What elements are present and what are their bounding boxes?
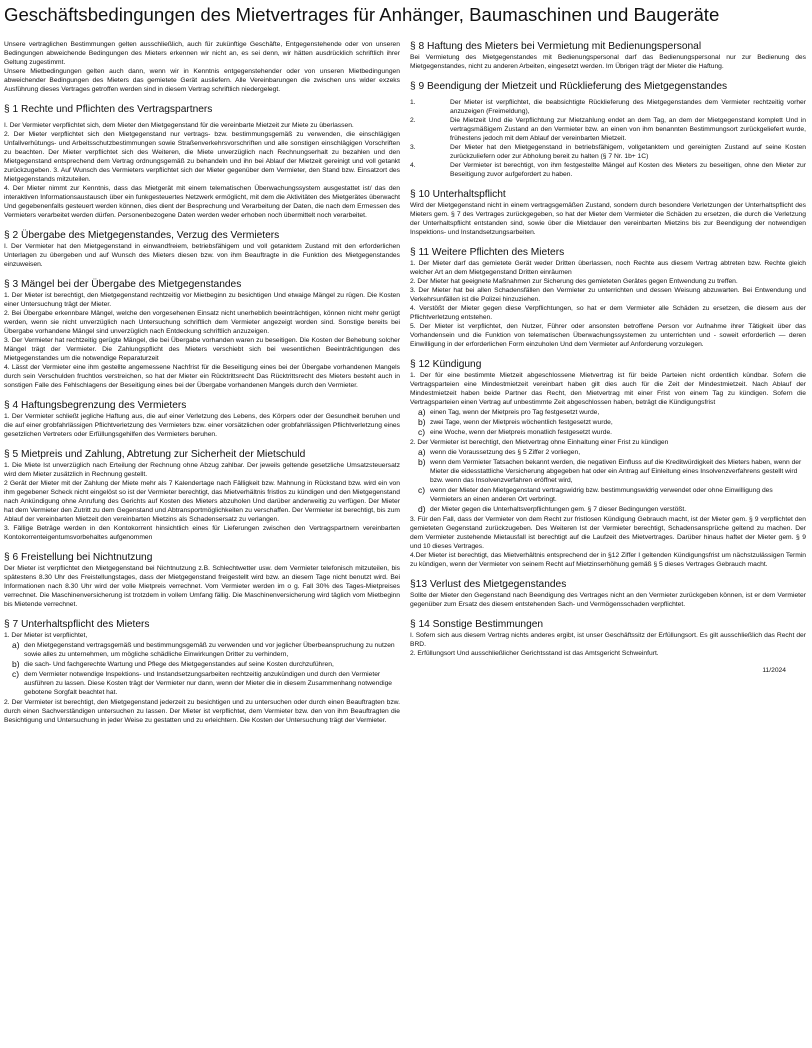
section-8-paragraph: Bei Vermietung des Mietgegenstandes mit Bedienungspersonal darf das Bedienungspersonal nur zur Bedienung des Mietgegenstandes, nicht zu anderen Arbeiten, eingesetzt werden. Im Übrigen trägt der Mieter die Haftung. bbox=[410, 54, 806, 70]
section-heading-9: § 9 Beendigung der Mietzeit und Rücklieferung des Mietgegenstandes bbox=[410, 81, 728, 92]
section-6-paragraph: Der Mieter ist verpflichtet den Mietgegenstand bei Nichtnutzung z.B. Schlechtwetter usw. dem Vermieter telefonisch mitzuteilen, bis spätestens 8.30 Uhr des Freistellungstages, dass der Mietgegenstand freigestellt wird bzw. an diesem Tage nicht benutzt wird. Bei Informationen nach 8.30 Uhr wird der volle Mietpreis verrechnet. Vom Vermieter werden im o g. Fall 30% des Tages-Mietpreises verrechnet. Die Maschinenversicherung ist trotzdem in vollem Umfang fällig. Die Maschinenversicherung wird täglich vom Mietbeginn bis Mietende verrechnet. bbox=[4, 565, 400, 608]
row-number: 2. bbox=[410, 117, 416, 124]
numbered-row bbox=[410, 98, 806, 116]
list-item bbox=[12, 660, 400, 669]
section-3-paragraph: 1. Der Mieter ist berechtigt, den Mietgegenstand rechtzeitig vor Mietbeginn zu besichtigen Und etwaige Mängel zu rügen. Die Kosten einer Untersuchung trägt der Mieter. bbox=[4, 292, 400, 308]
section-11-paragraph: 2. Der Mieter hat geeignete Maßnahmen zur Sicherung des gemieteten Gerätes gegen Entwendung zu treffen. bbox=[410, 278, 738, 285]
list-marker: b) bbox=[12, 659, 20, 669]
list-marker: b) bbox=[418, 457, 426, 467]
list-item bbox=[418, 448, 806, 457]
section-heading-3: § 3 Mängel bei der Übergabe des Mietgegenstandes bbox=[4, 279, 242, 290]
section-3-paragraph: 3. Der Vermieter hat rechtzeitig gerügte Mängel, die bei Übergabe vorhanden waren zu beseitigen. Die Kosten der Behebung solcher Mängel trägt der Vermieter. Die Zahlungspflicht des Mieters verschiebt sich bei wesentlichen Beeinträchtigungen des Mietgegenstandes um die notwendige Reparaturzeit bbox=[4, 337, 400, 362]
list-text: wenn die Voraussetzung des § 5 Ziffer 2 vorliegen, bbox=[430, 449, 581, 456]
page-title: Geschäftsbedingungen des Mietvertrages für Anhänger, Baumaschinen und Baugeräte bbox=[4, 4, 720, 25]
list-text: die sach- Und fachgerechte Wartung und Pflege des Mietgegenstandes auf seine Kosten durchzuführen, bbox=[24, 661, 334, 668]
intro-paragraph: Unsere Mietbedingungen gelten auch dann, wenn wir in Kenntnis entgegenstehender oder von unseren Mietbedingungen abweichender Bedingungen des Mieters das gemietete Gerät ausliefern. Alle Vereinbarungen die zwischen uns wider exzeks Ausführung dieses Vertrages getroffen werden sind in diesem Vertrag schriftlich niedergelegt. bbox=[4, 68, 400, 93]
section-11-paragraph: 4. Verstößt der Mieter gegen diese Verpflichtungen, so hat er dem Vermieter alle Schäden zu ersetzen, die diesem aus der Pflichtverletzung entstehen. bbox=[410, 305, 806, 321]
section-3-paragraph: 2. Bei Übergabe erkennbare Mängel, welche den vorgesehenen Einsatz nicht unerheblich beeinträchtigen, können nicht mehr gerügt werden, wenn sie nicht unverzüglich nach Untersuchung schriftlich dem Vermieter angezeigt worden sind. Sonstige bereits bei Übergabe vorhandene Mängel sind unverzüglich nach Entdeckung schriftlich anzuzeigen. bbox=[4, 310, 400, 335]
section-heading-4: § 4 Haftungsbegrenzung des Vermieters bbox=[4, 400, 187, 411]
section-heading-1: § 1 Rechte und Pflichten des Vertragspartners bbox=[4, 104, 213, 115]
intro-paragraph: Unsere vertraglichen Bestimmungen gelten ausschließlich, auch für zukünftige Geschäfte, Entgegenstehende oder von unseren Bedingungen abweichende Bedingungen des Mieters erkennen wir nicht an, es sei denn, wir hätten ausdrücklich schriftlich ihrer Geltung zugestimmt. bbox=[4, 41, 400, 66]
section-5-paragraph: 2 Gerät der Mieter mit der Zahlung der Miete mehr als 7 Kalendertage nach Fälligkeit bzw. Mahnung in Rückstand bzw. wird ein von ihm gegebener Scheck nicht eingelöst so ist der Vermieter berechtigt, das Mietverhältnis fristlos zu kündigen und den Mietgegenstand nach Ankündigung ohne Anrufung des Gerichts auf Kosten des Mieters abzuholen Und darüber anderweitig zu verfügen. Der Mieter hat dem Vermieter den Zutritt zu dem Gegenstand und Abtransportmöglichkeiten zu verschaffen. Der Vermieter ist berechtigt, bis zum Ablauf der vereinbarten Mietzeit den vereinbarten Mietzins als Schadensersatz zu verlangen. bbox=[4, 480, 400, 523]
section-heading-12: § 12 Kündigung bbox=[410, 359, 482, 370]
section-3-paragraph: 4. Lässt der Vermieter eine ihm gestellte angemessene Nachfrist für die Beseitigung eines bei der Übergabe vorhandenen Mangels durch sein Verschulden fruchtlos verstreichen, so hat der Mieter ein Rücktrittsrecht Das Rücktrittsrecht des Mieters besteht auch in sonstigen Falle des Fehlschlagens der Beseitigung eines bei der Übergabe vorhandenen Mangels durch den Vermieter. bbox=[4, 364, 400, 389]
list-item bbox=[418, 418, 806, 427]
section-heading-2: § 2 Übergabe des Mietgegenstandes, Verzug des Vermieters bbox=[4, 230, 280, 241]
list-marker: a) bbox=[418, 447, 426, 457]
section-11-paragraph: 1. Der Mieter darf das gemietete Gerät weder Dritten überlassen, noch Rechte aus diesem Vertrag abtreten bzw. Rechte gleich welcher Art an dem Mietgegenstand Dritten einräumen bbox=[410, 260, 806, 276]
list-text: zwei Tage, wenn der Mietpreis wöchentlich festgesetzt wurde, bbox=[430, 419, 613, 426]
section-5-paragraph: 1. Die Miete Ist unverzüglich nach Erteilung der Rechnung ohne Abzug zahlbar. Der jeweils geltende gesetzliche Umsatzsteuersatz wird dem Mieter zusätzlich in Rechnung gestellt. bbox=[4, 462, 400, 478]
row-text: Die Mietzeit Und die Verpflichtung zur Mietzahlung endet an dem Tag, an dem der Mietgegenstand komplett Und in vertragsmäßigem Zustand an den Vermieter bzw. an einen von ihm benannten Bestimmungsort zurückgeliefert wurde, frühestens jedoch mit dem Ablauf der vereinbarten Mietzeit. bbox=[450, 117, 806, 142]
list-text: den Mietgegenstand vertragsgemäß und bestimmungsgemäß zu verwenden und vor jeglicher Überbeanspruchung zu nutzen sowie alles zu unternehmen, um mögliche schädliche Einwirkungen Dritter zu verhindern, bbox=[24, 642, 395, 658]
list-marker: b) bbox=[418, 417, 426, 427]
numbered-row bbox=[410, 116, 806, 143]
list-marker: a) bbox=[12, 640, 20, 650]
list-text: dem Vermieter notwendige Inspektions- und Instandsetzungsarbeiten rechtzeitig anzukündigen und durch den Vermieter ausführen zu lassen. Diese Kosten trägt der Vermieter nur dann, wenn der Mieter die in diesem Zusammenhang notwendige gebotene Sorgfalt beachtet hat. bbox=[24, 671, 393, 696]
section-heading-11: § 11 Weitere Pflichten des Mieters bbox=[410, 247, 565, 258]
list-item bbox=[418, 458, 806, 485]
numbered-row bbox=[410, 143, 806, 161]
section-7-paragraph: 2. Der Vermieter ist berechtigt, den Mietgegenstand jederzeit zu besichtigen und zu untersuchen oder durch einen Beauftragten bzw. durch einen Sachverständigen untersuchen zu lassen. Der Mieter ist verpflichtet, dem Vermieter bzw. den von ihm Beauftragten die Besichtigung und Untersuchung in jeder Weise zu gestatten und zu erleichtern. Die Kosten der Untersuchung trägt der Vermieter. bbox=[4, 699, 400, 724]
list-item bbox=[418, 505, 806, 514]
section-heading-6: § 6 Freistellung bei Nichtnutzung bbox=[4, 552, 153, 563]
list-text: wenn dem Vermieter Tatsachen bekannt werden, die negativen Einfluss auf die Kreditwürdigkeit des Mieters haben, wenn der Mieter die eidesstattliche Versicherung abgegeben hat oder ein Antrag auf Einleitung eines Insolvenzverfahrens gestellt wird bzw. wenn das Insolvenzverfahren eröffnet wird, bbox=[430, 459, 802, 484]
section-1-paragraph: I. Der Vermieter verpflichtet sich, dem Mieter den Mietgegenstand für die vereinbarte Mietzeit zur Miete zu überlassen. bbox=[4, 122, 354, 129]
list-marker: c) bbox=[418, 485, 426, 495]
section-heading-10: § 10 Unterhaltspflicht bbox=[410, 189, 506, 200]
section-heading-13: §13 Verlust des Mietgegenstandes bbox=[410, 579, 567, 590]
section-14-paragraph: 2. Erfüllungsort Und ausschließlicher Gerichtsstand ist das Amtsgericht Schweinfurt. bbox=[410, 650, 659, 657]
row-text: Der Vermieter ist berechtigt, von ihm festgestellte Mängel auf Kosten des Mieters zu beseitigen, ohne den Mieter zur Beseitigung zuvor aufgefordert zu haben. bbox=[450, 162, 806, 178]
list-text: einen Tag, wenn der Mietpreis pro Tag festgesetzt wurde, bbox=[430, 409, 600, 416]
section-heading-8: § 8 Haftung des Mieters bei Vermietung mit Bedienungspersonal bbox=[410, 41, 702, 52]
section-11-paragraph: 5. Der Mieter ist verpflichtet, den Nutzer, Führer oder ansonsten betroffene Person vor Aufnahme ihrer Tätigkeit über das Vorhandensein und die Funktion von telematischen Überwachungssystemen zu unterrichten und - soweit erforderlich — deren Einwilligung in der erforderlichen Form einzuholen Und dem Vermieter auf Anforderung vorzulegen. bbox=[410, 323, 806, 348]
right-column bbox=[410, 40, 806, 1040]
section-heading-7: § 7 Unterhaltspflicht des Mieters bbox=[4, 619, 150, 630]
row-text: Der Mieter hat den Mietgegenstand in betriebsfähigem, vollgetanktem und gereinigten Zustand auf seine Kosten zurückzuliefern oder zur Abholung bereit zu halten (§ 7 Nr. 1b+ 1C) bbox=[450, 144, 806, 160]
section-12-paragraph: 4.Der Mieter ist berechtigt, das Mietverhältnis entsprechend der in §12 Ziffer I geltenden Kündigungsfrist um nächstzulässigen Termin zu kündigen, wenn der Vermieter von seinem Recht auf Mietzinserhöhung gemäß § 5 dieses Vertrages Gebrauch macht. bbox=[410, 552, 806, 568]
left-column bbox=[4, 40, 400, 1040]
section-10-paragraph: Wird der Mietgegenstand nicht in einem vertragsgemäßen Zustand, sondern durch besondere Verletzungen der Unterhaltspflicht des Mieters gem. § 7 des Vertrages zurückgegeben, so hat der Mieter dem Vermieter die Schäden zu ersetzen, die durch die Verletzung der Unterhaltspflicht entstanden sind, sowie über die Mietdauer den vereinbarten Mietzins bis zur Beendigung der notwendigen Inspektions- und Instandsetzungsarbeiten. bbox=[410, 202, 806, 236]
row-text: Der Mieter ist verpflichtet, die beabsichtigte Rücklieferung des Mietgegenstandes dem Vermieter rechtzeitig vorher anzuzeigen (Freimeldung), bbox=[450, 99, 806, 115]
list-item bbox=[418, 428, 806, 437]
section-heading-5: § 5 Mietpreis und Zahlung, Abtretung zur Sicherheit der Mietschuld bbox=[4, 449, 306, 460]
section-4-paragraph: 1. Der Vermieter schließt jegliche Haftung aus, die auf einer Verletzung des Lebens, des Körpers oder der Gesundheit beruhen und die auf einer grobfahrlässigen Pflichtverletzung des Vermieters bzw. einer vorsätzlichen oder grobfahrlässigen Pflichtverletzung eines gesetzlichen Vertreters oder Erfüllungsgehilfen des Vermieters beruhen. bbox=[4, 413, 400, 438]
section-heading-14: § 14 Sonstige Bestimmungen bbox=[410, 619, 544, 630]
row-number: 1. bbox=[410, 99, 416, 106]
list-marker: c) bbox=[418, 427, 426, 437]
list-text: der Mieter gegen die Unterhaltsverpflichtungen gem. § 7 dieser Bedingungen verstößt. bbox=[430, 506, 687, 513]
list-marker: a) bbox=[418, 407, 426, 417]
version-date: 11/2024 bbox=[762, 667, 786, 674]
section-14-paragraph: I. Sofern sich aus diesem Vertrag nichts anderes ergibt, ist unser Geschäftssitz der Erfüllungsort. Es gilt ausschließlich das Recht der BRD. bbox=[410, 632, 806, 648]
section-1-paragraph: 2. Der Mieter verpflichtet sich den Mietgegenstand nur vertrags- bzw. bestimmungsgemäß zu verwenden, die einschlägigen Unfallverhütungs- und Arbeitsschutzbestimmungen sowie Straßenverkehrsvorschriften und alle sonstigen einschlägigen Vorschriften zu beachten. Der Mieter verpflichtet sich des Weiteren, die Miete unverzüglich nach Rechnungserhalt zu bezahlen und den Mietgegenstand entsprechend dem Vertrag ordnungsgemäß zu behandeln und ihn bei Ablauf der Mietzeit gereinigt und voll getankt zurückzugeben. 3. Auf Wunsch des Vermieters verpflichtet sich der Mieter gegenüber dem Vermieter, den Stand bzw. Einsatzort des Mietgegenstands mitzuteilen. bbox=[4, 131, 400, 183]
row-number: 3. bbox=[410, 144, 416, 151]
numbered-row bbox=[410, 161, 806, 179]
section-11-paragraph: 3. Der Mieter hat bei allen Schadensfällen den Vermieter zu unterrichten und dessen Weisung abzuwarten. Bei Entwendung und Verkehrsunfällen ist die Polizei hinzuziehen. bbox=[410, 287, 806, 303]
row-number: 4. bbox=[410, 162, 416, 169]
list-item bbox=[12, 670, 400, 697]
list-marker: d) bbox=[418, 504, 426, 514]
section-12-lead: 1. Der für eine bestimmte Mietzeit abgeschlossene Mietvertrag ist für beide Parteien nicht ordentlich kündbar. Sofern die Vertragsparteien eine Mindestmietzeit vereinbart haben gilt dies auch für die Zeit der Mindestmietzeit. Nach Ablauf der Mindestmietzeit haben beide Partner das Recht, den Mietvertrag mit einer Frist von einem Tag zu kündigen. Sofern die Vertragsparteien einen Vertrag auf unbestimmte Zeit abgeschlossen haben, beträgt die Kündigungsfrist bbox=[410, 372, 806, 406]
section-12-lead: 2. Der Vermieter ist berechtigt, den Mietvertrag ohne Einhaltung einer Frist zu kündigen bbox=[410, 439, 669, 446]
columns bbox=[4, 40, 806, 1040]
list-text: wenn der Mieter den Mietgegenstand vertragswidrig bzw. bestimmungswidrig verwendet oder ohne Einwilligung des Vermieters an einen anderen Ort verbringt. bbox=[430, 487, 773, 503]
section-5-paragraph: 3. Fällige Beträge werden in den Kontokorrent hinsichtlich eines für Lieferungen zwischen den Vertragspartnern vereinbarten Kontokorrenteigentumsvorbehaltes aufgenommen bbox=[4, 525, 400, 541]
list-item bbox=[418, 486, 806, 504]
list-item bbox=[418, 408, 806, 417]
section-13-paragraph: Sollte der Mieter den Gegenstand nach Beendigung des Vertrages nicht an den Vermieter zurückgeben können, ist er dem Vermieter gegenüber zum Ersatz des diesem entstehenden Sach- und Vermögensschaden verpflichtet. bbox=[410, 592, 806, 608]
list-item bbox=[12, 641, 400, 659]
section-2-paragraph: I. Der Vermieter hat den Mietgegenstand in einwandfreiem, betriebsfähigem und voll getanktem Zustand mit den erforderlichen Unterlagen zu übergeben und auf Wunsch des Mieters diesen bzw. von ihm Beauftragte in die Funktion des Mietgegenstandes einzuweisen. bbox=[4, 243, 400, 268]
section-12-paragraph: 3. Für den Fall, dass der Vermieter von dem Recht zur fristlosen Kündigung Gebrauch macht, ist der Mieter gem. § 9 verpflichtet den gemieteten Gegenstand zurückzugeben. Des Weiteren Ist der Vermieter berechtigt, Schadensansprüche geltend zu machen. Der dem Vermieter zustehende Mietausfall ist berechtigt auf die Laufzeit des Mietvertrages. Darüber hinaus haftet der Mieter gem. § 9 und 10 dieses Vertrages. bbox=[410, 516, 806, 550]
section-1-paragraph: 4. Der Mieter nimmt zur Kenntnis, dass das Mietgerät mit einem telematischen Überwachungssystem ausgestattet ist/ das den interaktiven Informationsaustausch über ein funkgesteuertes Netzwerk ermöglicht, mit dem die Aktivitäten des Mietgerätes überwacht Und gegebenenfalls gesteuert werden können, dies dient der Besprechung und Verarbeitung der Daten, die nach dem Ermessen des Vermieters verarbeitet werden dürfen. Personenbezogene Daten werden weder erhoben noch übermittelt noch verarbeitet. bbox=[4, 185, 400, 219]
list-marker: c) bbox=[12, 669, 20, 679]
list-text: eine Woche, wenn der Mietpreis monatlich festgesetzt wurde. bbox=[430, 429, 613, 436]
section-7-lead: 1. Der Mieter ist verpflichtet, bbox=[4, 632, 88, 639]
